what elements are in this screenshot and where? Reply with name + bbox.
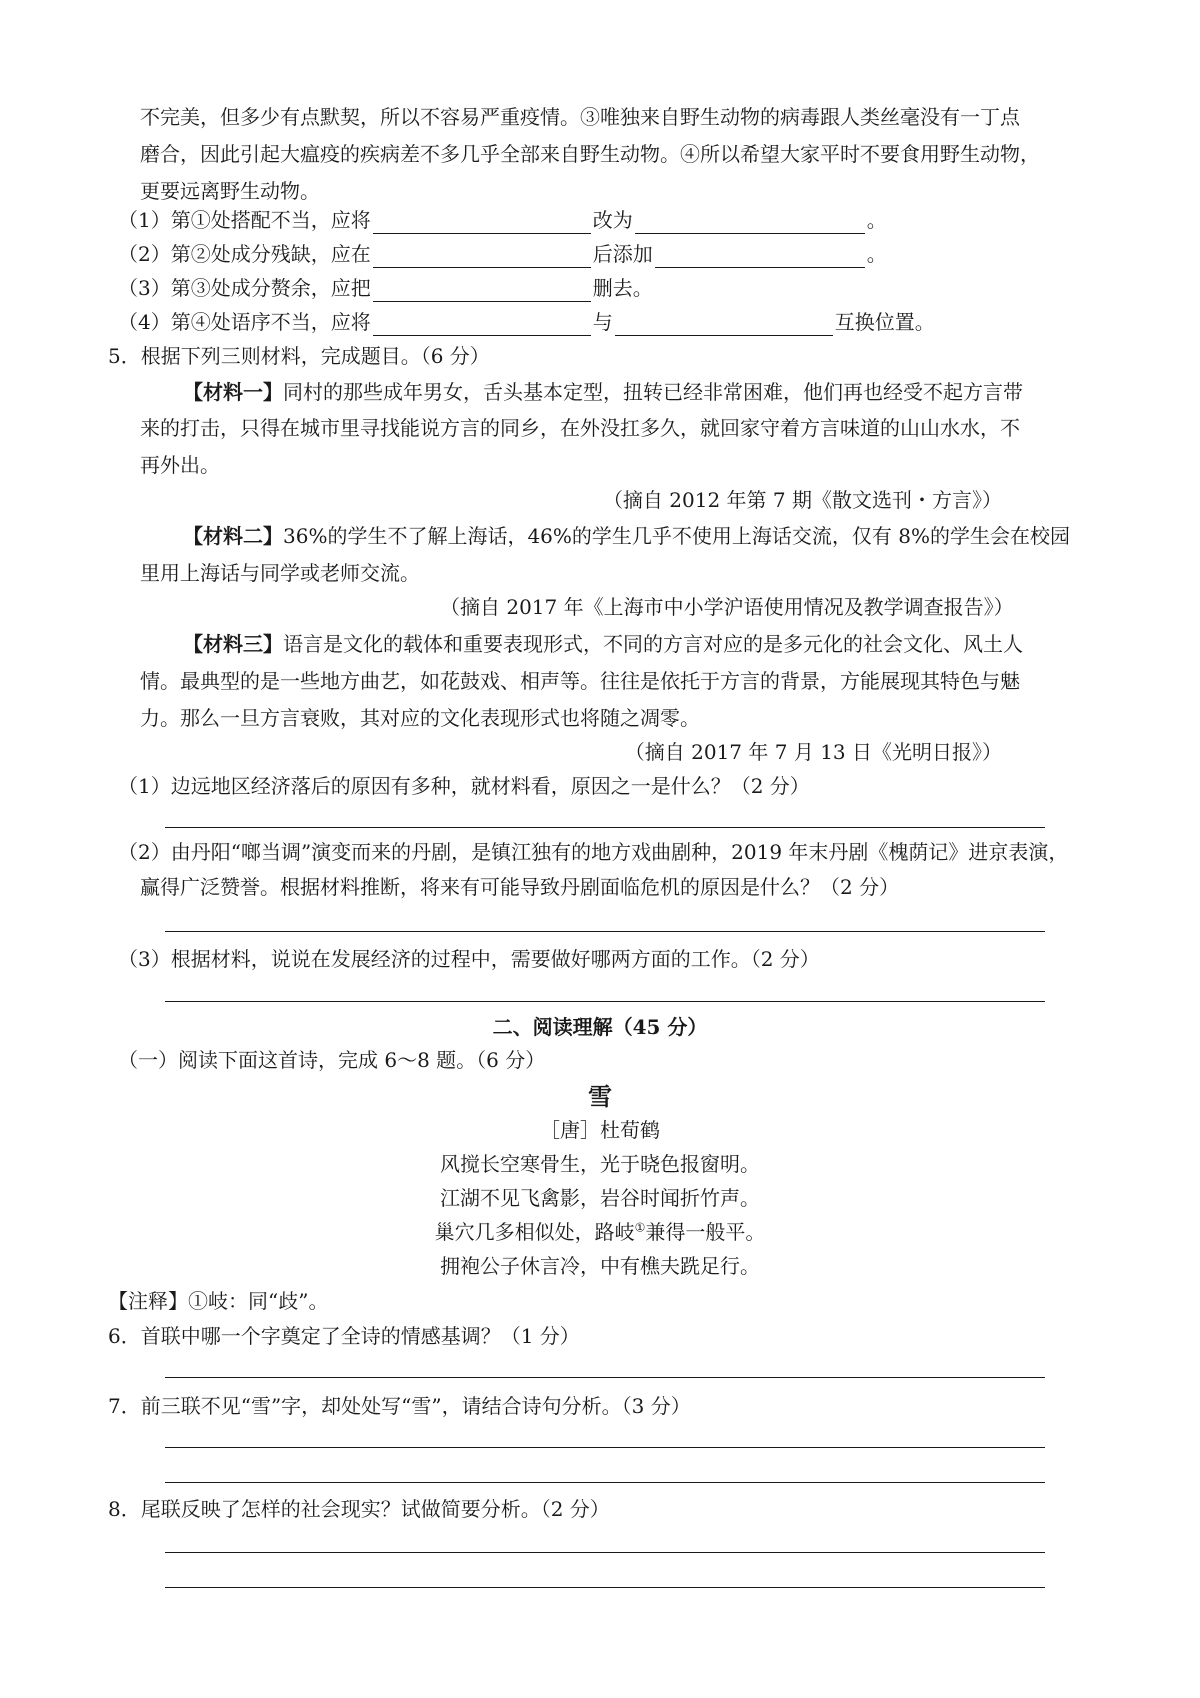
q4-item-2-text: （2）第②处成分残缺，应在	[118, 242, 371, 266]
section-part-1: （一）阅读下面这首诗，完成 6～8 题。（6 分）	[118, 1048, 546, 1072]
poem-note: 【注释】①岐：同“歧”。	[108, 1289, 329, 1313]
material-1-label: 【材料一】	[183, 380, 283, 404]
q5-sub-2-line-1: （2）由丹阳“啷当调”演变而来的丹剧，是镇江独有的地方戏曲剧种，2019 年末丹剧《槐荫记》进京表演，	[118, 840, 1069, 864]
answer-blank[interactable]	[655, 247, 865, 268]
answer-line[interactable]	[165, 1587, 1045, 1588]
answer-line[interactable]	[165, 1377, 1045, 1378]
material-2-line-2: 里用上海话与同学或老师交流。	[140, 561, 420, 585]
material-1-line-2: 来的打击，只得在城市里寻找能说方言的同乡，在外没扛多久，就回家守着方言味道的山山水水，不	[140, 416, 1020, 440]
answer-blank[interactable]	[635, 213, 865, 234]
material-3-source: （摘自 2017 年 7 月 13 日《光明日报》）	[624, 740, 1002, 764]
answer-line[interactable]	[165, 1482, 1045, 1483]
poem-line-1: 风搅长空寒骨生，光于晓色报窗明。	[440, 1152, 760, 1176]
material-3-line-3: 力。那么一旦方言衰败，其对应的文化表现形式也将随之凋零。	[140, 706, 700, 730]
q4-item-3-end: 删去。	[592, 276, 653, 300]
intro-line-3: 更要远离野生动物。	[140, 179, 320, 203]
q7: 7．前三联不见“雪”字，却处处写“雪”，请结合诗句分析。（3 分）	[108, 1394, 691, 1418]
material-2-text: 36%的学生不了解上海话，46%的学生几乎不使用上海话交流，仅有 8%的学生会在校园	[283, 524, 1070, 548]
answer-blank[interactable]	[615, 315, 833, 336]
q4-item-3	[118, 274, 653, 302]
poem-line-4: 拥袍公子休言冷，中有樵夫跣足行。	[440, 1254, 760, 1278]
answer-blank[interactable]	[373, 315, 591, 336]
poem-line-3	[0, 1218, 1200, 1246]
q4-item-3-text: （3）第③处成分赘余，应把	[118, 276, 371, 300]
material-3-label: 【材料三】	[183, 632, 283, 656]
material-3-line-1	[183, 630, 1023, 658]
intro-line-2: 磨合，因此引起大瘟疫的疾病差不多几乎全部来自野生动物。④所以希望大家平时不要食用野生动物，	[140, 142, 1040, 166]
answer-line[interactable]	[165, 1001, 1045, 1002]
q6: 6．首联中哪一个字奠定了全诗的情感基调？（1 分）	[108, 1324, 580, 1348]
answer-blank[interactable]	[373, 247, 591, 268]
poem-line-3-a: 巢穴几多相似处，路岐	[434, 1220, 635, 1244]
q5-sub-3: （3）根据材料，说说在发展经济的过程中，需要做好哪两方面的工作。（2 分）	[118, 947, 820, 971]
q4-item-1-text: （1）第①处搭配不当，应将	[118, 208, 371, 232]
material-1-text: 同村的那些成年男女，舌头基本定型，扭转已经非常困难，他们再也经受不起方言带	[283, 380, 1023, 404]
answer-blank[interactable]	[373, 213, 591, 234]
material-1-source: （摘自 2012 年第 7 期《散文选刊・方言》）	[602, 488, 1002, 512]
poem-line-3-b: 兼得一般平。	[645, 1220, 766, 1244]
poem-line-2: 江湖不见飞禽影，岩谷时闻折竹声。	[440, 1186, 760, 1210]
material-3-text: 语言是文化的载体和重要表现形式，不同的方言对应的是多元化的社会文化、风土人	[283, 632, 1023, 656]
material-1-line-3: 再外出。	[140, 453, 220, 477]
poem-title: 雪	[588, 1082, 612, 1111]
answer-line[interactable]	[165, 1447, 1045, 1448]
q4-item-1-mid: 改为	[592, 208, 633, 232]
footnote-marker: ①	[634, 1220, 646, 1235]
answer-line[interactable]	[165, 1552, 1045, 1553]
q4-item-2	[118, 240, 887, 268]
q4-item-1	[118, 206, 887, 234]
q5-title: 5．根据下列三则材料，完成题目。（6 分）	[108, 344, 490, 368]
section-heading: 二、阅读理解（45 分）	[492, 1015, 708, 1039]
q5-sub-1: （1）边远地区经济落后的原因有多种，就材料看，原因之一是什么？（2 分）	[118, 774, 810, 798]
q4-item-4-end: 互换位置。	[834, 310, 935, 334]
q4-item-4	[118, 308, 935, 336]
q4-item-4-mid: 与	[592, 310, 613, 334]
material-2-label: 【材料二】	[183, 524, 283, 548]
poem-author: ［唐］杜荀鹤	[540, 1118, 660, 1142]
q4-item-2-end: 。	[866, 242, 887, 266]
material-2-line-1	[183, 522, 1070, 550]
intro-line-1: 不完美，但多少有点默契，所以不容易严重疫情。③唯独来自野生动物的病毒跟人类丝毫没有一丁点	[140, 105, 1020, 129]
material-3-line-2: 情。最典型的是一些地方曲艺，如花鼓戏、相声等。往往是依托于方言的背景，方能展现其特色与魅	[140, 669, 1020, 693]
q8: 8．尾联反映了怎样的社会现实？试做简要分析。（2 分）	[108, 1497, 610, 1521]
material-2-source: （摘自 2017 年《上海市中小学沪语使用情况及教学调查报告》）	[440, 595, 1014, 619]
answer-line[interactable]	[165, 827, 1045, 828]
q4-item-2-mid: 后添加	[592, 242, 653, 266]
material-1-line-1	[183, 378, 1023, 406]
q5-sub-2-line-2: 赢得广泛赞誉。根据材料推断，将来有可能导致丹剧面临危机的原因是什么？（2 分）	[140, 875, 900, 899]
q4-item-1-end: 。	[866, 208, 887, 232]
answer-blank[interactable]	[373, 281, 591, 302]
q4-item-4-text: （4）第④处语序不当，应将	[118, 310, 371, 334]
answer-line[interactable]	[165, 931, 1045, 932]
